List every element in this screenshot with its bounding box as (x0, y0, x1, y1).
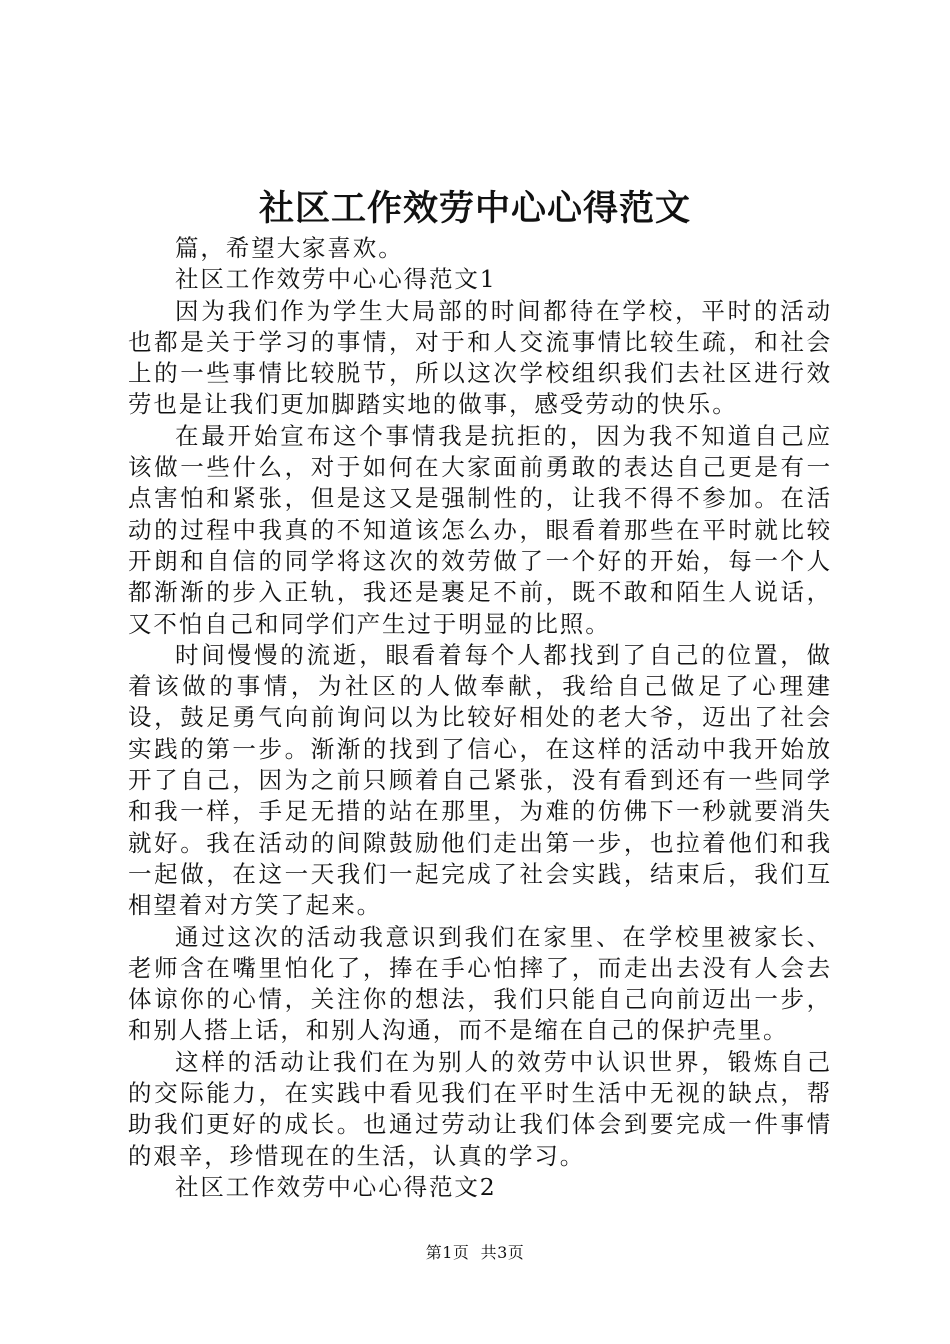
page-number: 第1页 (425, 1243, 470, 1262)
paragraph: 时间慢慢的流逝，眼看着每个人都找到了自己的位置，做着该做的事情，为社区的人做奉献，我给自己做足了心理建设，鼓足勇气向前询问以为比较好相处的老大爷，迈出了社会实践的第一步。渐渐的找到了信心，在这样的活动中我开始放开了自己，因为之前只顾着自己紧张，没有看到还有一些同学和我一样，手足无措的站在那里，为难的仿佛下一秒就要消失就好。我在活动的间隙鼓励他们走出第一步，也拉着他们和我一起做，在这一天我们一起完成了社会实践，结束后，我们互相望着对方笑了起来。 (128, 640, 832, 920)
document-body (128, 233, 832, 1203)
section-heading-2: 社区工作效劳中心心得范文2 (175, 1172, 497, 1201)
paragraph: 在最开始宣布这个事情我是抗拒的，因为我不知道自己应该做一些什么，对于如何在大家面前勇敢的表达自己更是有一点害怕和紧张，但是这又是强制性的，让我不得不参加。在活动的过程中我真的不知道该怎么办，眼看着那些在平时就比较开朗和自信的同学将这次的效劳做了一个好的开始，每一个人都渐渐的步入正轨，我还是裹足不前，既不敢和陌生人说话，又不怕自己和同学们产生过于明显的比照。 (128, 421, 832, 638)
section-heading-1: 社区工作效劳中心心得范文1 (175, 265, 497, 294)
page-total: 共3页 (480, 1243, 525, 1262)
paragraph: 通过这次的活动我意识到我们在家里、在学校里被家长、老师含在嘴里怕化了，捧在手心怕摔了，而走出去没有人会去体谅你的心情，关注你的想法，我们只能自己向前迈出一步，和别人搭上话，和别人沟通，而不是缩在自己的保护壳里。 (128, 922, 832, 1045)
document-title: 社区工作效劳中心心得范文 (258, 188, 691, 229)
paragraph: 这样的活动让我们在为别人的效劳中认识世界，锻炼自己的交际能力，在实践中看见我们在平时生活中无视的缺点，帮助我们更好的成长。也通过劳动让我们体会到要完成一件事情的艰辛，珍惜现在的生活，认真的学习。 (128, 1047, 832, 1170)
page-footer (0, 1242, 950, 1264)
paragraph-intro: 篇，希望大家喜欢。 (175, 234, 404, 262)
paragraph: 因为我们作为学生大局部的时间都待在学校，平时的活动也都是关于学习的事情，对于和人交流事情比较生疏，和社会上的一些事情比较脱节，所以这次学校组织我们去社区进行效劳也是让我们更加脚踏实地的做事，感受劳动的快乐。 (128, 296, 832, 419)
